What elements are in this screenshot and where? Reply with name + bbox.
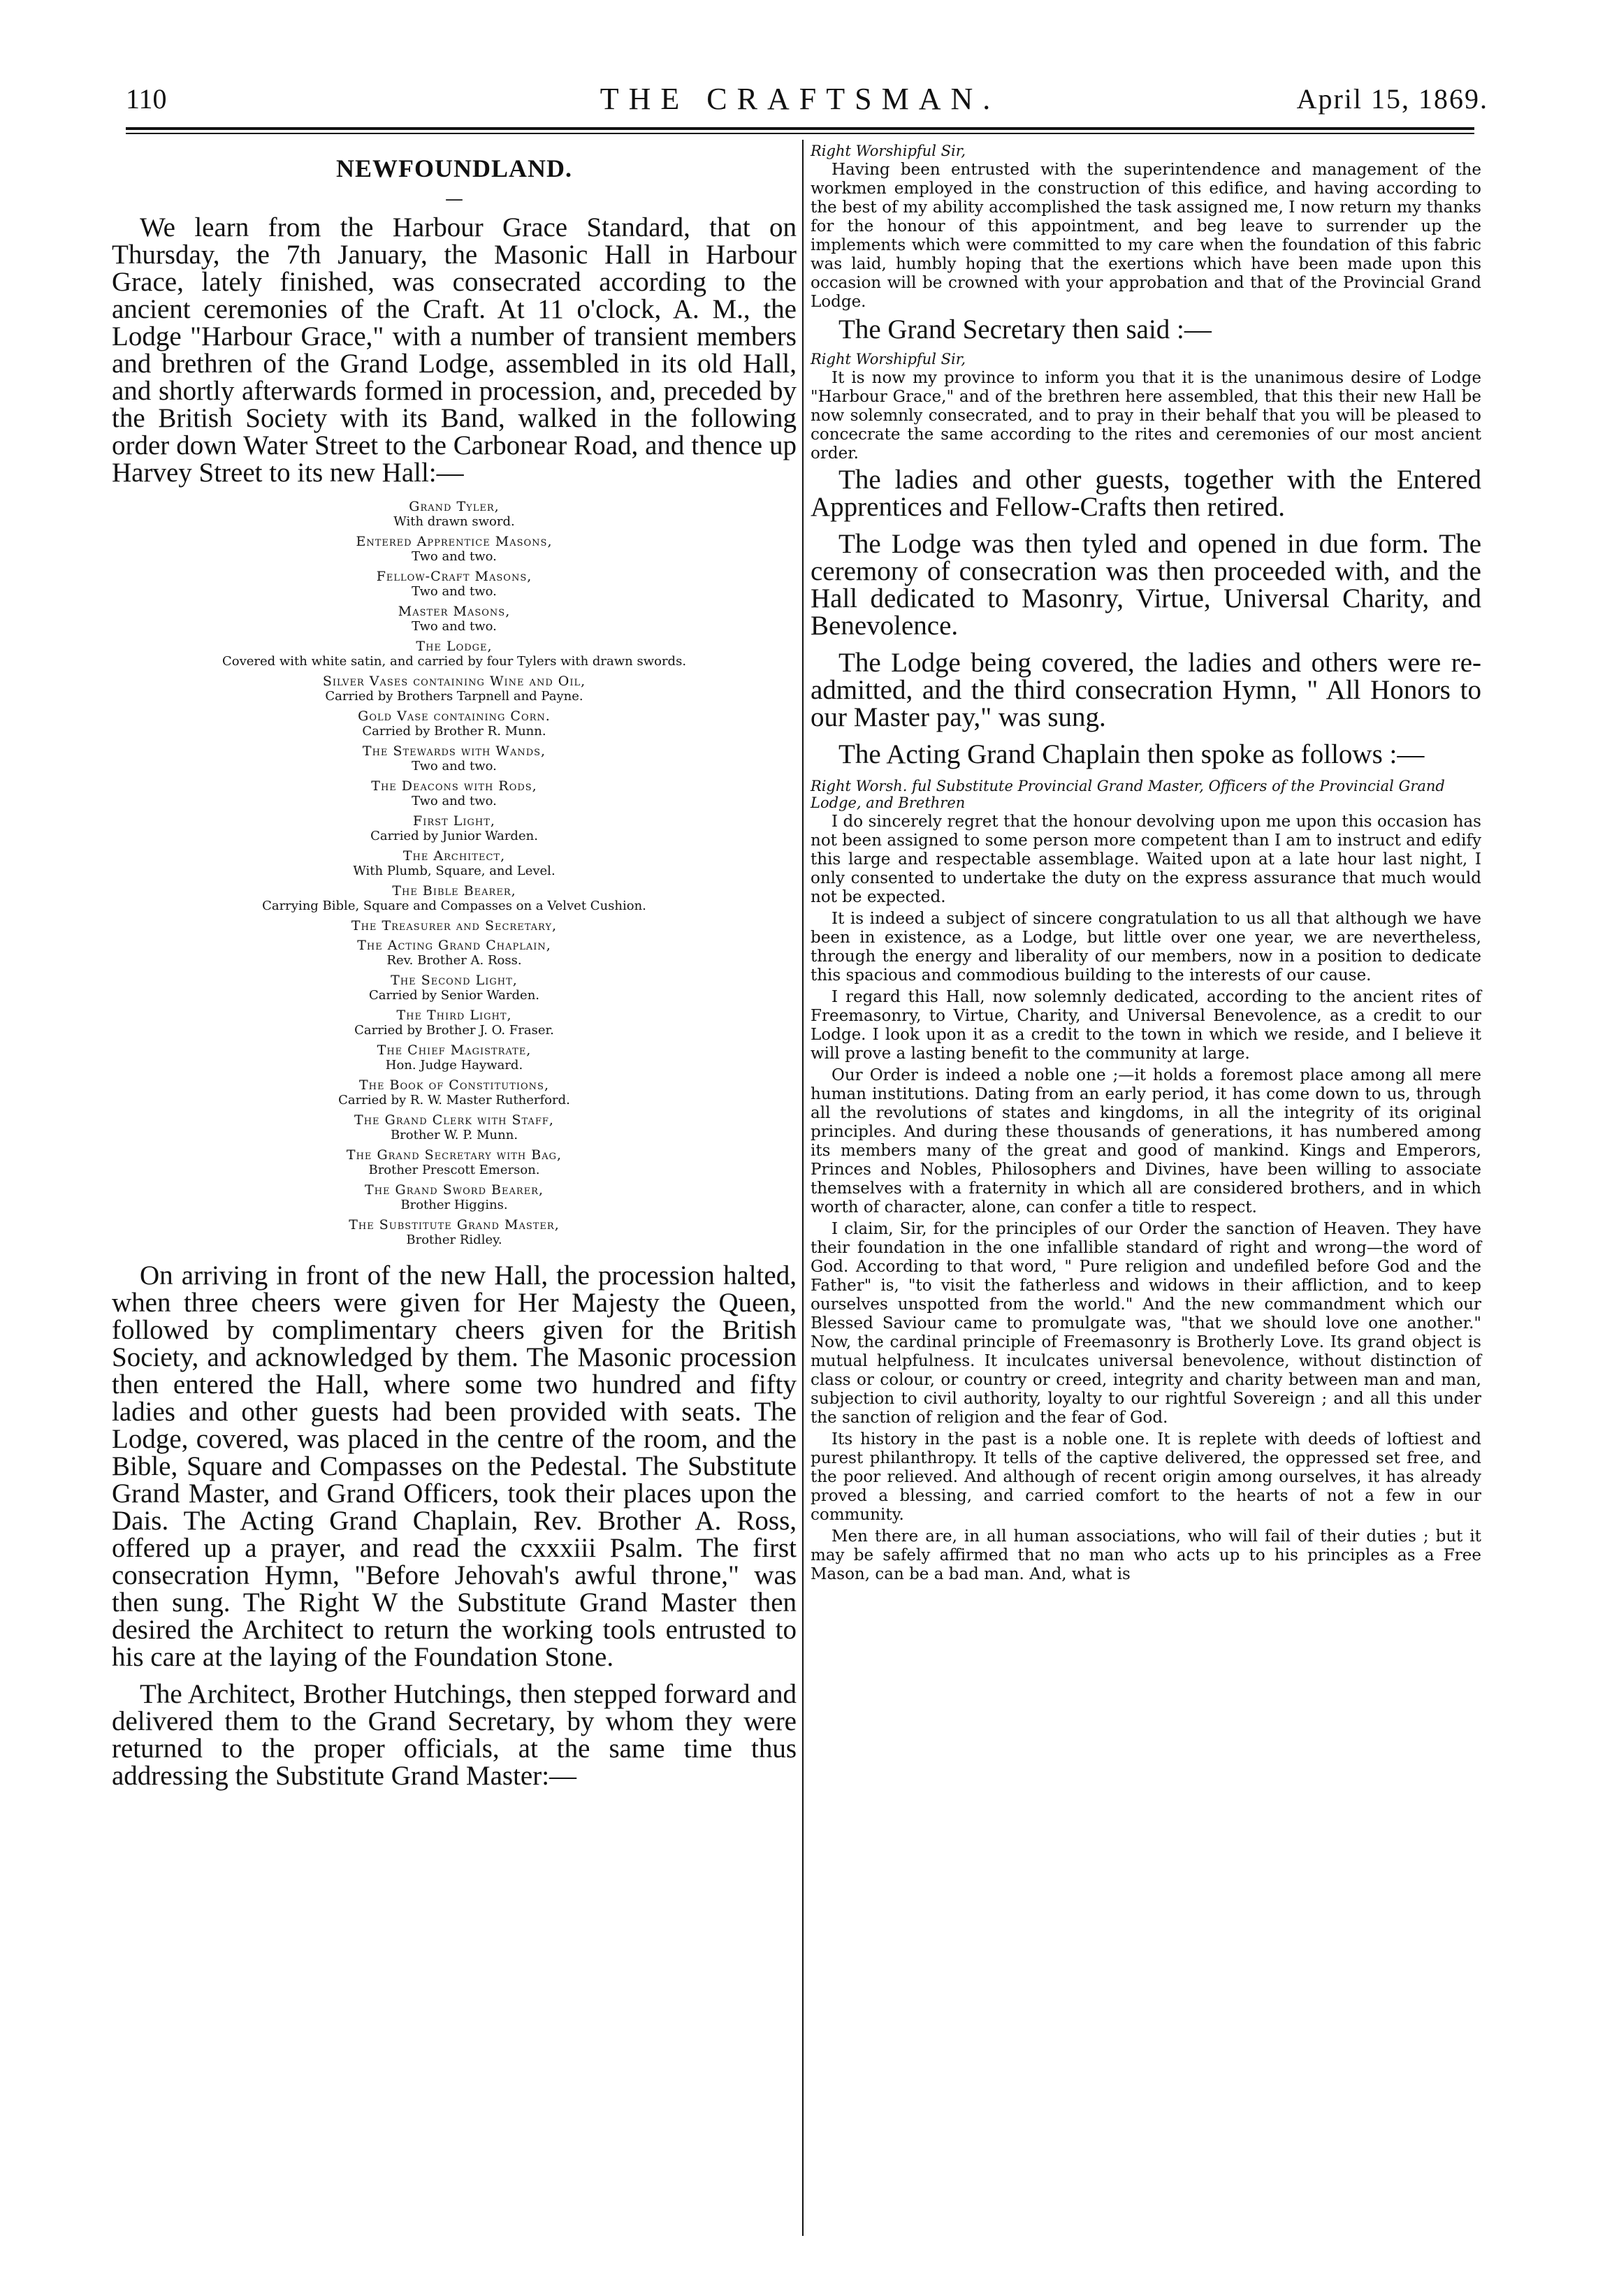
chaplain-intro-paragraph: The Acting Grand Chaplain then spoke as follows :—	[838, 739, 1425, 769]
architect-address: Having been entrusted with the superintendence and management of the workmen employed in the construction of this edifice, and having according to the best of my ability accomplished the task assigned me, I now return my thanks for the honour of this appointment, and beg leave to surrender up the implements which were committed to my care when the foundation of this fabric was laid, humbly hoping that the exertions which have been made upon this occasion will be crowned with your approbation and that of the Provincial Grand Lodge.	[811, 161, 1481, 311]
procession-item-title: The Third Light,	[396, 1008, 512, 1023]
procession-item	[112, 534, 797, 565]
procession-item-title: Grand Tyler,	[409, 499, 500, 514]
procession-item-title: The Chief Magistrate,	[377, 1042, 532, 1058]
procession-item-title: The Architect,	[402, 848, 506, 864]
speech-paragraph: I do sincerely regret that the honour devolving upon me upon this occasion has not been assigned to some person more competent than I am to instruct and edify this large and respectable assemblage. Waited upon at a late hour last night, I only consented to undertake the duty on the express assurance that much would not be expected.	[811, 813, 1481, 906]
procession-item-title: The Second Light,	[391, 973, 518, 988]
procession-item-title: The Stewards with Wands,	[362, 743, 546, 759]
procession-item-title: Fellow-Craft Masons,	[376, 569, 532, 584]
procession-item	[112, 1008, 797, 1038]
procession-item-detail: Carried by Brother R. Munn.	[362, 724, 546, 739]
procession-item	[112, 938, 797, 968]
procession-list	[112, 499, 797, 1248]
lodge-tyled-paragraph: The Lodge was then tyled and opened in due form. The ceremony of consecration was then proceeded with, and the Hall dedicated to Masonry, Virtue, Universal Charity, and Benevolence.	[811, 529, 1481, 641]
publication-title: THE CRAFTSMAN.	[600, 82, 1001, 116]
procession-item-detail: Hon. Judge Hayward.	[385, 1058, 523, 1073]
procession-item	[112, 569, 797, 600]
procession-item	[112, 1217, 797, 1248]
procession-item-detail: Rev. Brother A. Ross.	[386, 953, 522, 968]
procession-item-title: Silver Vases containing Wine and Oil,	[322, 674, 586, 689]
procession-item-detail: Carried by Brothers Tarpnell and Payne.	[325, 689, 583, 704]
secretary-line: The Grand Secretary then said :—	[838, 314, 1212, 344]
procession-item-title: The Grand Sword Bearer,	[365, 1182, 544, 1198]
procession-item-title: Gold Vase containing Corn.	[358, 709, 551, 724]
procession-item	[112, 848, 797, 879]
procession-item	[112, 743, 797, 774]
procession-item-title: The Acting Grand Chaplain,	[357, 938, 551, 953]
procession-item-detail: Two and two.	[412, 794, 497, 808]
speech-paragraph: Men there are, in all human associations, who will fail of their duties ; but it may be safely affirmed that no man who acts up to his principles as a Free Mason, can be a bad man. And, what is	[811, 1527, 1481, 1583]
procession-item-detail: Brother W. P. Munn.	[390, 1128, 518, 1142]
procession-item-title: The Bible Bearer,	[392, 883, 516, 899]
procession-item	[112, 1147, 797, 1178]
procession-item-detail: Brother Higgins.	[400, 1198, 508, 1212]
procession-item-detail: With Plumb, Square, and Level.	[353, 864, 555, 878]
heading-dash: —	[445, 189, 463, 210]
ladies-paragraph: The ladies and other guests, together with the Entered Apprentices and Fellow-Crafts then retired.	[811, 465, 1481, 522]
speech-paragraph: It is indeed a subject of sincere congratulation to us all that although we have been in existence, as a Lodge, but little over one year, we are nevertheless, through the energy and liberality of our members, now in a position to dedicate this spacious and commodious building to the interests of our cause.	[811, 910, 1481, 984]
masthead	[105, 70, 1495, 126]
procession-item-title: The Book of Constitutions,	[359, 1077, 549, 1093]
procession-item-detail: Brother Prescott Emerson.	[368, 1163, 540, 1177]
header-rule-thin	[126, 133, 1474, 134]
procession-item	[112, 1077, 797, 1108]
procession-item	[112, 604, 797, 634]
procession-item-detail: Covered with white satin, and carried by four Tylers with drawn swords.	[221, 654, 687, 669]
procession-item-detail: With drawn sword.	[393, 514, 515, 529]
procession-item	[112, 499, 797, 530]
secretary-address: It is now my province to inform you that it is the unanimous desire of Lodge "Harbour Grace," and of the brethren here assembled, that this their new Hall be now solemnly consecrated, and to pray in their behalf that you will be pleased to concecrate the same according to the rites and ceremonies of our most ancient order.	[811, 369, 1481, 463]
procession-item	[112, 813, 797, 844]
procession-item	[112, 639, 797, 669]
salutation: Right Worshipful Sir,	[811, 351, 966, 368]
procession-item-detail: Two and two.	[412, 584, 497, 599]
page-number: 110	[126, 83, 167, 115]
procession-item	[112, 918, 797, 933]
speech-paragraph: Our Order is indeed a noble one ;—it holds a foremost place among all mere human institutions. Dating from an early period, it has come down to us, through all the revolutions of states and kingdoms, in all the integrity of its original principles. And during these thousands of generations, it has numbered among its members many of the great and good of mankind. Kings and Emperors, Princes and Nobles, Philosophers and Divines, have been willing to associate themselves with a fraternity in which all are considered brothers, and in which worth of character, alone, can confer a title to respect.	[811, 1066, 1481, 1216]
issue-date: April 15, 1869.	[1296, 83, 1488, 115]
procession-item-title: Entered Apprentice Masons,	[356, 534, 553, 549]
procession-item-detail: Two and two.	[412, 759, 497, 773]
speech-paragraph: I claim, Sir, for the principles of our Order the sanction of Heaven. They have their foundation in the one infallible standard of right and wrong—the word of God. According to that word, " Pure religion and undefiled before God and the Father" is, "to visit the fatherless and widows in their affliction, and to keep ourselves unspotted from the world." And the new commandment which our Blessed Saviour came to promulgate was, "that we should love one another." Now, the cardinal principle of Freemasonry is Brotherly Love. Its grand object is mutual helpfulness. It inculcates universal benevolence, without distinction of class or colour, or country or creed, integrity and charity between man and man, subjection to civil authority, loyalty to our rightful Sovereign ; and all this under the sanction of religion and the fear of God.	[811, 1220, 1481, 1427]
procession-item-detail: Carried by Brother J. O. Fraser.	[354, 1023, 554, 1038]
procession-item	[112, 1182, 797, 1213]
article-heading: NEWFOUNDLAND.	[335, 154, 572, 182]
newspaper-page	[105, 70, 1495, 2243]
speech-paragraph: Its history in the past is a noble one. It is replete with deeds of loftiest and purest philanthropy. It tells of the captive delivered, the oppressed set free, and the poor relieved. And although of recent origin among ourselves, it has already proved a blessing, and carried comfort to the hearts of not a few in our community.	[811, 1430, 1481, 1524]
procession-item-title: The Deacons with Rods,	[371, 778, 537, 794]
procession-item-title: The Grand Clerk with Staff,	[354, 1112, 554, 1128]
procession-item-title: Master Masons,	[398, 604, 511, 619]
procession-item	[112, 1042, 797, 1073]
intro-paragraph: We learn from the Harbour Grace Standard, that on Thursday, the 7th January, the Masonic Hall in Harbour Grace, lately finished, was consecrated according to the ancient ceremonies of the Craft. At 11 o'clock, A. M., the Lodge "Harbour Grace," with a number of transient members and brethren of the Grand Lodge, assembled in its old Hall, and shortly afterwards formed in procession, and, preceded by the British Society with its Band, walked in the following order down Water Street to the Carbonear Road, and thence up Harvey Street to its new Hall:—	[112, 212, 797, 488]
procession-item-detail: Two and two.	[412, 549, 497, 564]
header-rule-thick	[126, 127, 1474, 130]
right-column	[811, 140, 1481, 1587]
procession-item-detail: Carrying Bible, Square and Compasses on a Velvet Cushion.	[262, 899, 646, 913]
procession-item	[112, 709, 797, 739]
procession-item-title: The Lodge,	[416, 639, 493, 654]
procession-item-detail: Two and two.	[412, 619, 497, 634]
procession-item-title: First Light,	[413, 813, 495, 829]
procession-item-detail: Carried by Junior Warden.	[370, 829, 538, 843]
procession-item	[112, 1112, 797, 1143]
speech-paragraph: I regard this Hall, now solemnly dedicated, according to the ancient rites of Freemasonry, to Virtue, Charity, and Universal Benevolence, as a credit to our Lodge. I look upon it as a credit to the town in which we reside, and I believe it will prove a lasting benefit to the community at large.	[811, 988, 1481, 1063]
procession-item-detail: Carried by R. W. Master Rutherford.	[338, 1093, 570, 1107]
column-divider	[802, 140, 804, 2236]
procession-item-detail: Carried by Senior Warden.	[368, 988, 540, 1003]
procession-item-title: The Treasurer and Secretary,	[351, 918, 558, 933]
procession-item-detail: Brother Ridley.	[406, 1233, 502, 1247]
procession-item-title: The Grand Secretary with Bag,	[346, 1147, 562, 1163]
procession-item	[112, 778, 797, 809]
architect-paragraph: The Architect, Brother Hutchings, then stepped forward and delivered them to the Grand Secretary, by whom they were returned to the proper officials, at the same time thus addressing the Substitute Grand Master:—	[112, 1679, 797, 1791]
procession-item	[112, 973, 797, 1003]
procession-item-title: The Substitute Grand Master,	[349, 1217, 560, 1233]
left-column	[112, 140, 797, 1799]
readmitted-paragraph: The Lodge being covered, the ladies and others were re-admitted, and the third consecration Hymn, " All Honors to our Master pay," was sung.	[811, 648, 1481, 732]
salutation: Right Worsh. ful Substitute Provincial Grand Master, Officers of the Provincial Grand Lodge, and Brethren	[811, 778, 1445, 811]
procession-item	[112, 674, 797, 704]
procession-item	[112, 883, 797, 914]
salutation: Right Worshipful Sir,	[811, 143, 966, 159]
arrival-paragraph: On arriving in front of the new Hall, the procession halted, when three cheers were given for Her Majesty the Queen, followed by complimentary cheers given for the British Society, and acknowledged by them. The Masonic procession then entered the Hall, where some two hundred and fifty ladies and other guests had been provided with seats. The Lodge, covered, was placed in the centre of the room, and the Bible, Square and Compasses on the Pedestal. The Substitute Grand Master, and Grand Officers, took their places upon the Dais. The Acting Grand Chaplain, Rev. Brother A. Ross, offered up a prayer, and read the cxxxiii Psalm. The first consecration Hymn, "Before Jehovah's awful throne," was then sung. The Right W the Substitute Grand Master then desired the Architect to return the working tools entrusted to his care at the laying of the Foundation Stone.	[112, 1260, 797, 1672]
